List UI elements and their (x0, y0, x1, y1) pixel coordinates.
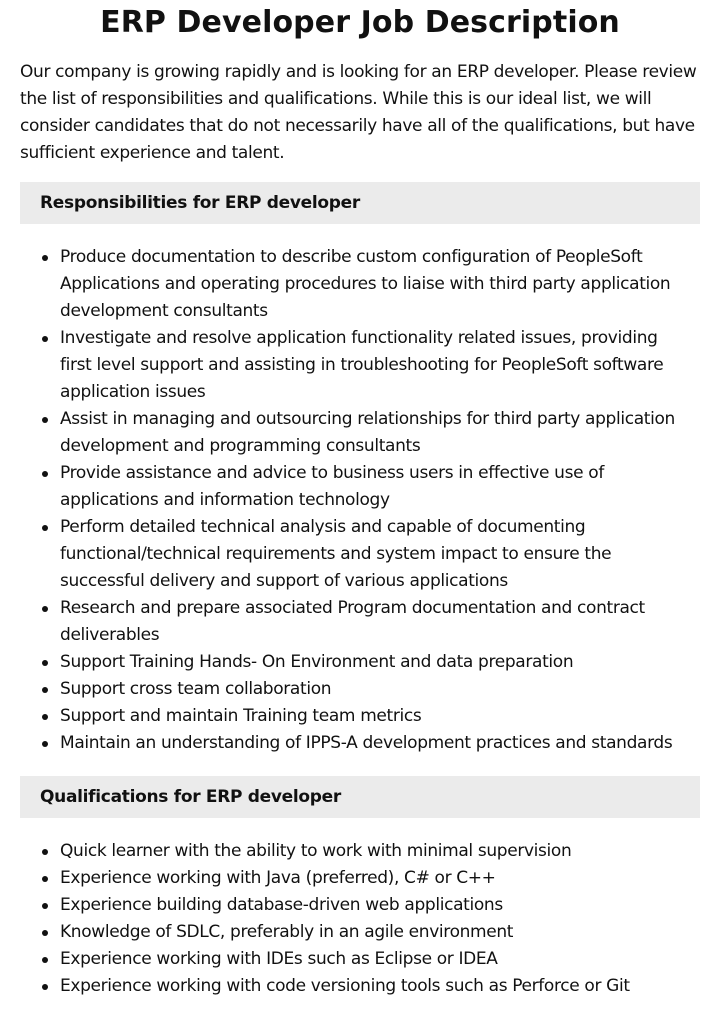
list-item-text: Maintain an understanding of IPPS-A development practices and standards (60, 733, 673, 753)
bullet-icon (42, 849, 48, 855)
list-item (20, 865, 692, 892)
list-item (20, 460, 692, 514)
list-item-text: Support Training Hands- On Environment and data preparation (60, 652, 574, 672)
list-item (20, 676, 692, 703)
bullet-icon (42, 606, 48, 612)
list-item (20, 946, 692, 973)
bullet-icon (42, 255, 48, 261)
list-item (20, 730, 692, 757)
list-item-text: Investigate and resolve application functionality related issues, providing first level support and assisting in troubleshooting for PeopleSoft software application issues (60, 328, 664, 402)
bullet-icon (42, 741, 48, 747)
list-item-text: Experience building database-driven web applications (60, 895, 503, 915)
bullet-icon (42, 471, 48, 477)
list-item-text: Support and maintain Training team metrics (60, 706, 422, 726)
bullet-icon (42, 714, 48, 720)
qualifications-heading: Qualifications for ERP developer (20, 776, 700, 818)
list-item (20, 973, 692, 1000)
list-item (20, 838, 692, 865)
bullet-icon (42, 336, 48, 342)
qualifications-list (20, 838, 700, 1000)
responsibilities-list (20, 244, 700, 757)
bullet-icon (42, 417, 48, 423)
list-item-text: Support cross team collaboration (60, 679, 332, 699)
list-item-text: Experience working with IDEs such as Eclipse or IDEA (60, 949, 498, 969)
bullet-icon (42, 957, 48, 963)
list-item (20, 892, 692, 919)
list-item-text: Perform detailed technical analysis and capable of documenting functional/technical requirements and system impact to ensure the successful delivery and support of various applications (60, 517, 612, 591)
responsibilities-heading: Responsibilities for ERP developer (20, 182, 700, 224)
bullet-icon (42, 660, 48, 666)
bullet-icon (42, 876, 48, 882)
list-item (20, 703, 692, 730)
bullet-icon (42, 525, 48, 531)
list-item-text: Research and prepare associated Program documentation and contract deliverables (60, 598, 645, 645)
bullet-icon (42, 687, 48, 693)
list-item (20, 406, 692, 460)
list-item-text: Quick learner with the ability to work with minimal supervision (60, 841, 572, 861)
list-item-text: Experience working with Java (preferred), C# or C++ (60, 868, 496, 888)
list-item-text: Produce documentation to describe custom configuration of PeopleSoft Applications and operating procedures to liaise with third party application development consultants (60, 247, 671, 321)
list-item (20, 244, 692, 325)
page-title: ERP Developer Job Description (100, 5, 620, 40)
intro-paragraph: Our company is growing rapidly and is looking for an ERP developer. Please review the list of responsibilities and qualifications. While this is our ideal list, we will consider candidates that do not necessarily have all of the qualifications, but have sufficient experience and talent. (20, 62, 697, 163)
list-item (20, 325, 692, 406)
bullet-icon (42, 903, 48, 909)
list-item (20, 919, 692, 946)
list-item (20, 649, 692, 676)
list-item-text: Provide assistance and advice to business users in effective use of applications and information technology (60, 463, 604, 510)
list-item (20, 595, 692, 649)
list-item (20, 514, 692, 595)
bullet-icon (42, 984, 48, 990)
list-item-text: Assist in managing and outsourcing relationships for third party application development and programming consultants (60, 409, 675, 456)
list-item-text: Experience working with code versioning tools such as Perforce or Git (60, 976, 630, 996)
list-item-text: Knowledge of SDLC, preferably in an agile environment (60, 922, 514, 942)
bullet-icon (42, 930, 48, 936)
